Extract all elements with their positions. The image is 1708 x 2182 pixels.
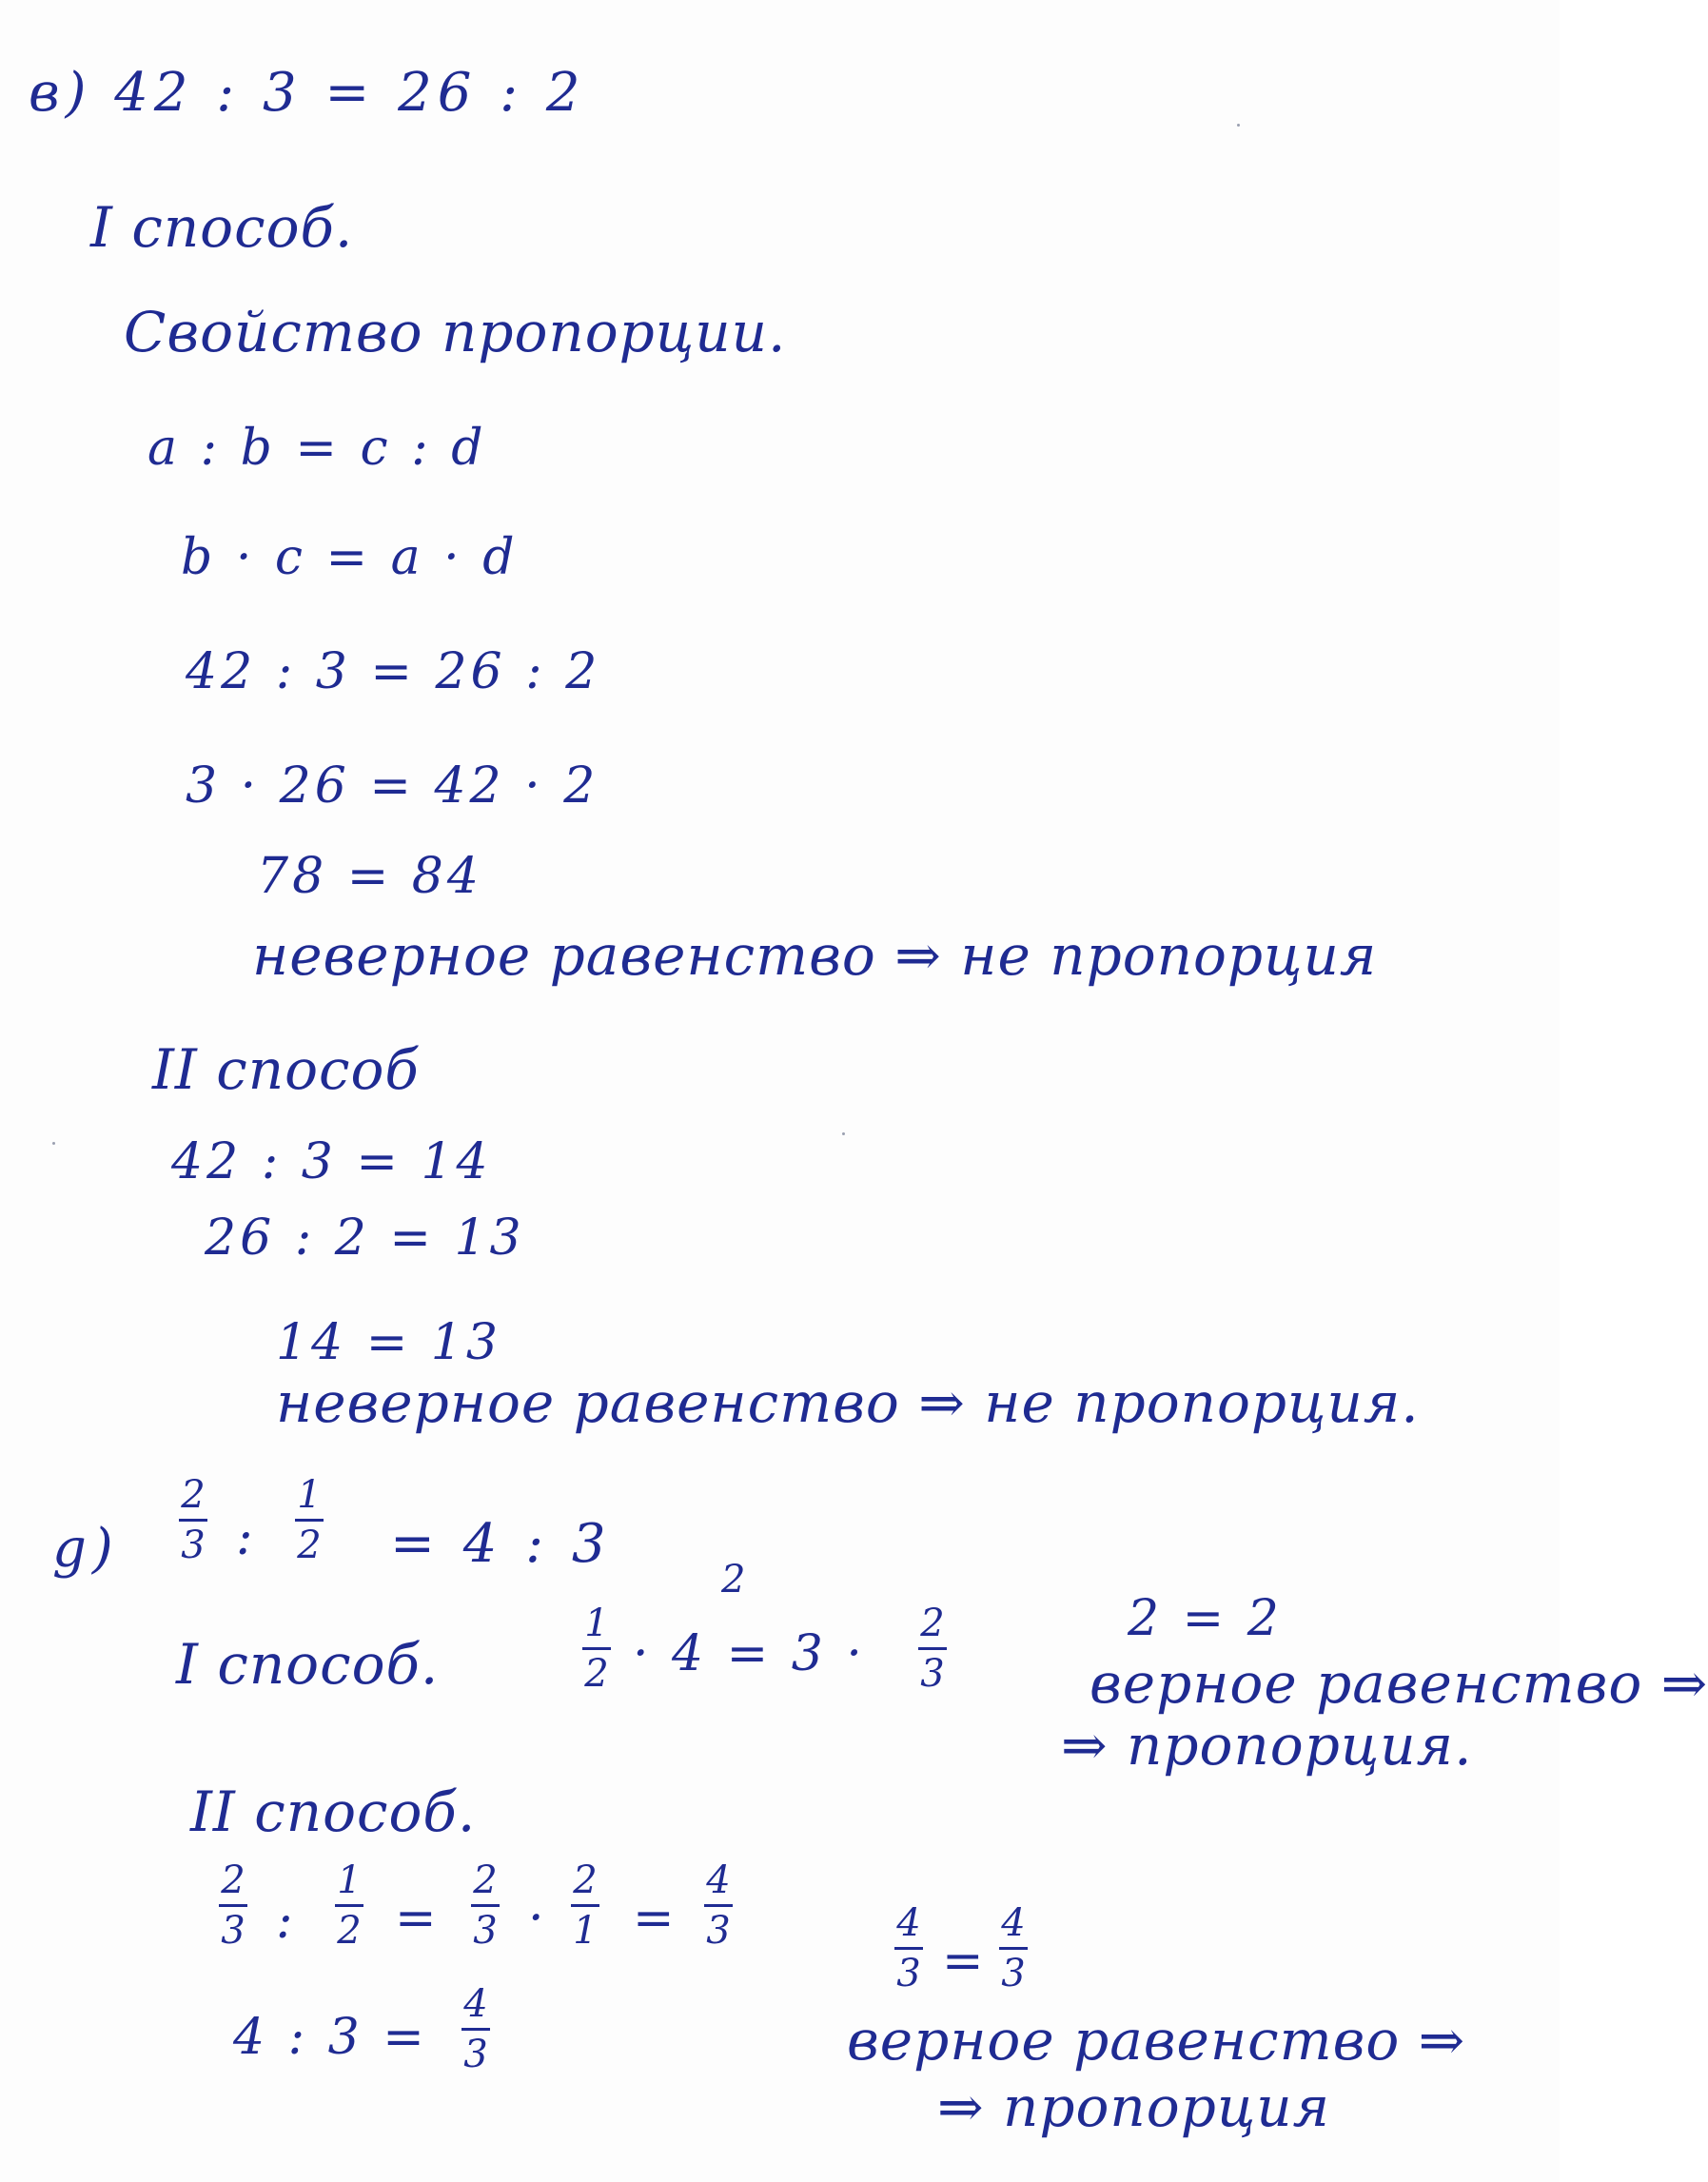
part-v-eq-4: 42 : 3 = 14 — [171, 1133, 492, 1190]
part-g-eq-rhs: = 4 : 3 — [390, 1513, 612, 1575]
fraction-denominator: 3 — [1001, 1952, 1026, 1995]
fraction-bar — [335, 1904, 363, 1907]
fraction-bar — [894, 1947, 923, 1950]
part-g-method2-title: II способ. — [190, 1779, 477, 1844]
part-v-conclusion-1: неверное равенство ⇒ не пропорция — [252, 923, 1378, 988]
part-g-fraction-a — [179, 1475, 207, 1565]
part-g-m2-fraction-4 — [571, 1860, 599, 1951]
fraction-numerator: 4 — [1001, 1901, 1026, 1945]
fraction-bar — [461, 2028, 490, 2031]
part-v-eq-1: 42 : 3 = 26 : 2 — [186, 643, 601, 700]
fraction-denominator: 3 — [706, 1909, 731, 1953]
part-g-m1-middle: · 4 = 3 · — [633, 1625, 866, 1682]
part-g-m2-fraction-2 — [335, 1860, 363, 1951]
part-g-method1-title: I способ. — [176, 1632, 440, 1697]
part-g-m2-compare-right — [999, 1903, 1028, 1994]
part-g-fraction-b — [295, 1475, 324, 1565]
part-g-m2-fraction-6 — [461, 1984, 490, 2074]
part-g-m2-fraction-1 — [219, 1860, 247, 1951]
equals-sign: = — [633, 1890, 675, 1947]
scan-speck — [52, 1142, 55, 1145]
fraction-bar — [219, 1904, 247, 1907]
fraction-bar — [179, 1519, 207, 1522]
part-v-eq-6: 14 = 13 — [276, 1314, 501, 1371]
fraction-denominator: 3 — [920, 1652, 945, 1696]
part-v-method2-title: II способ — [152, 1037, 420, 1102]
part-v-conclusion-2: неверное равенство ⇒ не пропорция. — [276, 1370, 1420, 1435]
fraction-numerator: 4 — [896, 1901, 921, 1945]
fraction-numerator: 2 — [181, 1473, 206, 1517]
part-v-property-title: Свойство пропорции. — [124, 300, 787, 364]
fraction-denominator: 3 — [221, 1909, 245, 1953]
part-v-method1-title: I способ. — [90, 195, 354, 260]
fraction-numerator: 2 — [573, 1858, 598, 1902]
part-g-m1-conclusion-1: верное равенство ⇒ — [1090, 1651, 1708, 1716]
division-sign: : — [276, 1893, 293, 1950]
equals-sign: = — [942, 1933, 984, 1990]
part-g-m2-conclusion-2: ⇒ пропорция — [937, 2074, 1331, 2139]
part-g-m1-result: 2 = 2 — [1128, 1590, 1283, 1647]
part-v-header: в) 42 : 3 = 26 : 2 — [29, 62, 586, 124]
fraction-numerator: 4 — [463, 1982, 488, 2026]
part-v-eq-3: 78 = 84 — [257, 848, 482, 905]
fraction-bar — [704, 1904, 733, 1907]
fraction-bar — [295, 1519, 324, 1522]
part-g-m1-fraction-1 — [582, 1603, 611, 1694]
part-g-m2-fraction-3 — [471, 1860, 500, 1951]
fraction-bar — [999, 1947, 1028, 1950]
part-v-formula-2: b · c = a · d — [181, 529, 519, 586]
part-v-eq-5: 26 : 2 = 13 — [205, 1209, 525, 1267]
fraction-denominator: 3 — [181, 1523, 206, 1567]
fraction-denominator: 3 — [896, 1952, 921, 1995]
fraction-bar — [918, 1647, 947, 1650]
part-v-formula-1: a : b = c : d — [147, 420, 487, 477]
fraction-denominator: 2 — [337, 1909, 362, 1953]
scan-speck — [1237, 124, 1240, 127]
fraction-denominator: 1 — [573, 1909, 598, 1953]
fraction-denominator: 3 — [473, 1909, 498, 1953]
part-g-m2-compare-left — [894, 1903, 923, 1994]
fraction-numerator: 4 — [706, 1858, 731, 1902]
fraction-denominator: 2 — [584, 1652, 609, 1696]
fraction-numerator: 2 — [920, 1602, 945, 1645]
part-g-m1-conclusion-2: ⇒ пропорция. — [1061, 1713, 1473, 1778]
part-g-m2-fraction-5 — [704, 1860, 733, 1951]
fraction-bar — [582, 1647, 611, 1650]
fraction-numerator: 1 — [584, 1602, 609, 1645]
fraction-numerator: 2 — [221, 1858, 245, 1902]
fraction-numerator: 2 — [473, 1858, 498, 1902]
fraction-numerator: 1 — [297, 1473, 322, 1517]
fraction-bar — [571, 1904, 599, 1907]
fraction-numerator: 1 — [337, 1858, 362, 1902]
fraction-denominator: 3 — [463, 2033, 488, 2076]
fraction-denominator: 2 — [297, 1523, 322, 1567]
part-v-eq-2: 3 · 26 = 42 · 2 — [186, 757, 599, 815]
part-g-m2-conclusion-1: верное равенство ⇒ — [847, 2008, 1466, 2073]
fraction-bar — [471, 1904, 500, 1907]
division-sign: : — [236, 1509, 253, 1566]
part-g-m1-fraction-2 — [918, 1603, 947, 1694]
part-g-m1-superscript: 2 — [721, 1558, 746, 1602]
part-g-label: g) — [52, 1518, 119, 1580]
scan-speck — [842, 1132, 845, 1135]
equals-sign: = — [395, 1890, 437, 1947]
multiply-sign: · — [528, 1890, 544, 1947]
part-g-m2-line2-lhs: 4 : 3 = — [233, 2009, 428, 2066]
